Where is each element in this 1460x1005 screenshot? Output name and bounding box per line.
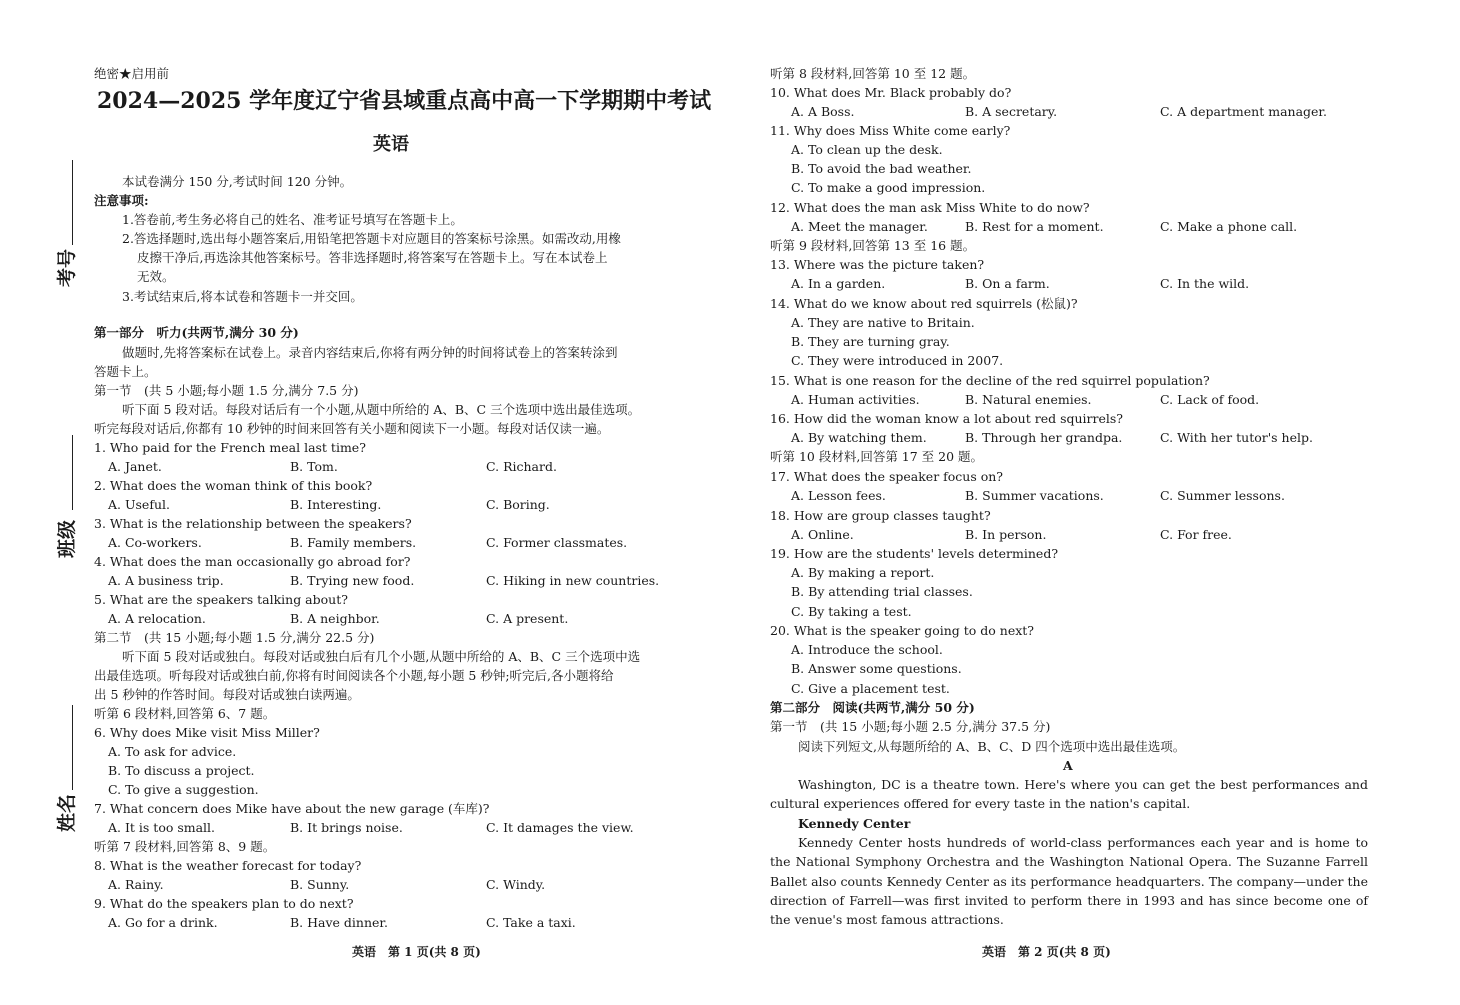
q1-option-b: B. Tom. (290, 459, 338, 474)
q2-option-a: A. Useful. (108, 497, 170, 512)
section1-heading: 第一节 (共 5 小题;每小题 1.5 分,满分 7.5 分) (94, 383, 359, 398)
notice-1: 1.答卷前,考生务必将自己的姓名、准考证号填写在答题卡上。 (122, 212, 463, 227)
q4-option-a: A. A business trip. (108, 573, 224, 588)
q12-option-b: B. Rest for a moment. (965, 219, 1104, 234)
q8-option-c: C. Windy. (486, 877, 546, 892)
q7-option-c: C. It damages the view. (486, 820, 634, 835)
q6-option-b: B. To discuss a project. (108, 763, 255, 778)
question-10: 10. What does Mr. Black probably do? (770, 85, 1012, 100)
q17-option-a: A. Lesson fees. (791, 488, 886, 503)
question-2: 2. What does the woman think of this book? (94, 478, 373, 493)
question-17: 17. What does the speaker focus on? (770, 469, 1004, 484)
q5-option-c: C. A present. (486, 611, 569, 626)
confidential-mark: 绝密★启用前 (94, 66, 170, 81)
class-label: 班级 (56, 519, 78, 558)
question-6: 6. Why does Mike visit Miss Miller? (94, 725, 320, 740)
section2-instr-2: 出最佳选项。听每段对话或独白前,你将有时间阅读各个小题,每小题 5 秒钟;听完后,各小题将给 (94, 668, 614, 683)
subject-title: 英语 (373, 134, 409, 155)
q3-option-c: C. Former classmates. (486, 535, 628, 550)
q2-option-c: C. Boring. (486, 497, 550, 512)
q3-option-a: A. Co-workers. (108, 535, 202, 550)
binding-line-mid (72, 435, 73, 510)
q9-option-c: C. Take a taxi. (486, 915, 576, 930)
q19-option-b: B. By attending trial classes. (791, 584, 973, 599)
q16-option-c: C. With her tutor's help. (1160, 430, 1313, 445)
page-1-footer: 英语 第 1 页(共 8 页) (352, 945, 481, 959)
question-14: 14. What do we know about red squirrels (松鼠)? (770, 296, 1078, 311)
q7-option-b: B. It brings noise. (290, 820, 403, 835)
q13-option-c: C. In the wild. (1160, 276, 1250, 291)
section1-instr-2: 听完每段对话后,你都有 10 秒钟的时间来回答有关小题和阅读下一小题。每段对话仅读一遍。 (94, 421, 610, 436)
q9-option-b: B. Have dinner. (290, 915, 388, 930)
question-7: 7. What concern does Mike have about the new garage (车库)? (94, 801, 490, 816)
passage-paragraph-1: Washington, DC is a theatre town. Here's where you can get the best performances and cultural experiences offered for every taste in the nation's capital. (770, 777, 1368, 812)
question-19: 19. How are the students' levels determined? (770, 546, 1059, 561)
passage-paragraph-2: Kennedy Center hosts hundreds of world-class performances each year and is home to the National Symphony Orchestra and the Washington National Opera. The Suzanne Farrell Ballet also counts Kennedy Center as its performance headquarters. The company—under the direction of Farrell—was first invited to perform there in 1993 and has since become one of the venue's most famous attractions. (770, 835, 1368, 928)
notice-2a: 2.答选择题时,选出每小题答案后,用铅笔把答题卡对应题目的答案标号涂黑。如需改动,用橡 (122, 231, 621, 246)
question-9: 9. What do the speakers plan to do next? (94, 896, 354, 911)
question-15: 15. What is one reason for the decline of the red squirrel population? (770, 373, 1210, 388)
q12-option-a: A. Meet the manager. (791, 219, 928, 234)
binding-line-top (72, 160, 73, 245)
material-9-heading: 听第 9 段材料,回答第 13 至 16 题。 (770, 238, 976, 253)
question-5: 5. What are the speakers talking about? (94, 592, 348, 607)
question-12: 12. What does the man ask Miss White to do now? (770, 200, 1090, 215)
q20-option-a: A. Introduce the school. (791, 642, 943, 657)
q18-option-b: B. In person. (965, 527, 1047, 542)
exam-title: 2024—2025 学年度辽宁省县域重点高中高一下学期期中考试 (97, 88, 712, 114)
question-13: 13. Where was the picture taken? (770, 257, 985, 272)
q13-option-a: A. In a garden. (791, 276, 886, 291)
q12-option-c: C. Make a phone call. (1160, 219, 1298, 234)
question-11: 11. Why does Miss White come early? (770, 123, 1011, 138)
material-8-heading: 听第 8 段材料,回答第 10 至 12 题。 (770, 66, 976, 81)
part1-instr-2: 答题卡上。 (94, 364, 157, 379)
question-8: 8. What is the weather forecast for today? (94, 858, 362, 873)
binding-line-lower (72, 705, 73, 790)
question-18: 18. How are group classes taught? (770, 508, 991, 523)
q3-option-b: B. Family members. (290, 535, 417, 550)
exam-number-label: 考号 (56, 248, 78, 287)
part2-section1-heading: 第一节 (共 15 小题;每小题 2.5 分,满分 37.5 分) (770, 719, 1051, 734)
part2-instructions: 阅读下列短文,从每题所给的 A、B、C、D 四个选项中选出最佳选项。 (798, 739, 1186, 754)
section1-instr-1: 听下面 5 段对话。每段对话后有一个小题,从题中所给的 A、B、C 三个选项中选出最佳选项。 (122, 402, 641, 417)
part2-heading: 第二部分 阅读(共两节,满分 50 分) (770, 700, 975, 715)
q15-option-a: A. Human activities. (791, 392, 920, 407)
question-1: 1. Who paid for the French meal last time? (94, 440, 366, 455)
passage-letter: A (1063, 758, 1073, 773)
notice-title: 注意事项: (94, 193, 149, 208)
intro-total: 本试卷满分 150 分,考试时间 120 分钟。 (122, 174, 353, 189)
question-16: 16. How did the woman know a lot about red squirrels? (770, 411, 1123, 426)
section2-instr-3: 出 5 秒钟的作答时间。每段对话或独白读两遍。 (94, 687, 360, 702)
question-20: 20. What is the speaker going to do next? (770, 623, 1035, 638)
q13-option-b: B. On a farm. (965, 276, 1050, 291)
notice-2c: 无效。 (137, 269, 175, 284)
part1-instr-1: 做题时,先将答案标在试卷上。录音内容结束后,你将有两分钟的时间将试卷上的答案转涂到 (122, 345, 618, 360)
notice-2b: 皮擦干净后,再选涂其他答案标号。答非选择题时,将答案写在答题卡上。写在本试卷上 (137, 250, 608, 265)
notice-3: 3.考试结束后,将本试卷和答题卡一并交回。 (122, 289, 363, 304)
material-6-heading: 听第 6 段材料,回答第 6、7 题。 (94, 706, 276, 721)
name-label: 姓名 (56, 793, 78, 832)
q19-option-c: C. By taking a test. (791, 604, 912, 619)
q7-option-a: A. It is too small. (108, 820, 216, 835)
part1-heading: 第一部分 听力(共两节,满分 30 分) (94, 325, 299, 340)
page-2-footer: 英语 第 2 页(共 8 页) (982, 945, 1111, 959)
q6-option-c: C. To give a suggestion. (108, 782, 259, 797)
q11-option-a: A. To clean up the desk. (791, 142, 943, 157)
q19-option-a: A. By making a report. (791, 565, 935, 580)
q10-option-c: C. A department manager. (1160, 104, 1327, 119)
q17-option-b: B. Summer vacations. (965, 488, 1104, 503)
section2-heading: 第二节 (共 15 小题;每小题 1.5 分,满分 22.5 分) (94, 630, 375, 645)
q4-option-c: C. Hiking in new countries. (486, 573, 660, 588)
q2-option-b: B. Interesting. (290, 497, 382, 512)
q5-option-a: A. A relocation. (108, 611, 206, 626)
q15-option-b: B. Natural enemies. (965, 392, 1092, 407)
q10-option-b: B. A secretary. (965, 104, 1058, 119)
q8-option-b: B. Sunny. (290, 877, 350, 892)
q14-option-b: B. They are turning gray. (791, 334, 950, 349)
section2-instr-1: 听下面 5 段对话或独白。每段对话或独白后有几个小题,从题中所给的 A、B、C 三个选项中选 (122, 649, 641, 664)
q8-option-a: A. Rainy. (108, 877, 164, 892)
q11-option-c: C. To make a good impression. (791, 180, 986, 195)
q16-option-b: B. Through her grandpa. (965, 430, 1123, 445)
q5-option-b: B. A neighbor. (290, 611, 380, 626)
q20-option-b: B. Answer some questions. (791, 661, 962, 676)
q18-option-a: A. Online. (791, 527, 854, 542)
q1-option-c: C. Richard. (486, 459, 557, 474)
q20-option-c: C. Give a placement test. (791, 681, 950, 696)
q10-option-a: A. A Boss. (791, 104, 855, 119)
q18-option-c: C. For free. (1160, 527, 1232, 542)
q14-option-c: C. They were introduced in 2007. (791, 353, 1004, 368)
q15-option-c: C. Lack of food. (1160, 392, 1260, 407)
question-3: 3. What is the relationship between the speakers? (94, 516, 412, 531)
q16-option-a: A. By watching them. (791, 430, 927, 445)
question-4: 4. What does the man occasionally go abroad for? (94, 554, 411, 569)
kennedy-center-heading: Kennedy Center (798, 816, 911, 831)
q17-option-c: C. Summer lessons. (1160, 488, 1285, 503)
q6-option-a: A. To ask for advice. (108, 744, 237, 759)
q1-option-a: A. Janet. (108, 459, 162, 474)
q4-option-b: B. Trying new food. (290, 573, 415, 588)
q14-option-a: A. They are native to Britain. (791, 315, 975, 330)
q9-option-a: A. Go for a drink. (108, 915, 218, 930)
material-7-heading: 听第 7 段材料,回答第 8、9 题。 (94, 839, 276, 854)
material-10-heading: 听第 10 段材料,回答第 17 至 20 题。 (770, 449, 984, 464)
q11-option-b: B. To avoid the bad weather. (791, 161, 972, 176)
